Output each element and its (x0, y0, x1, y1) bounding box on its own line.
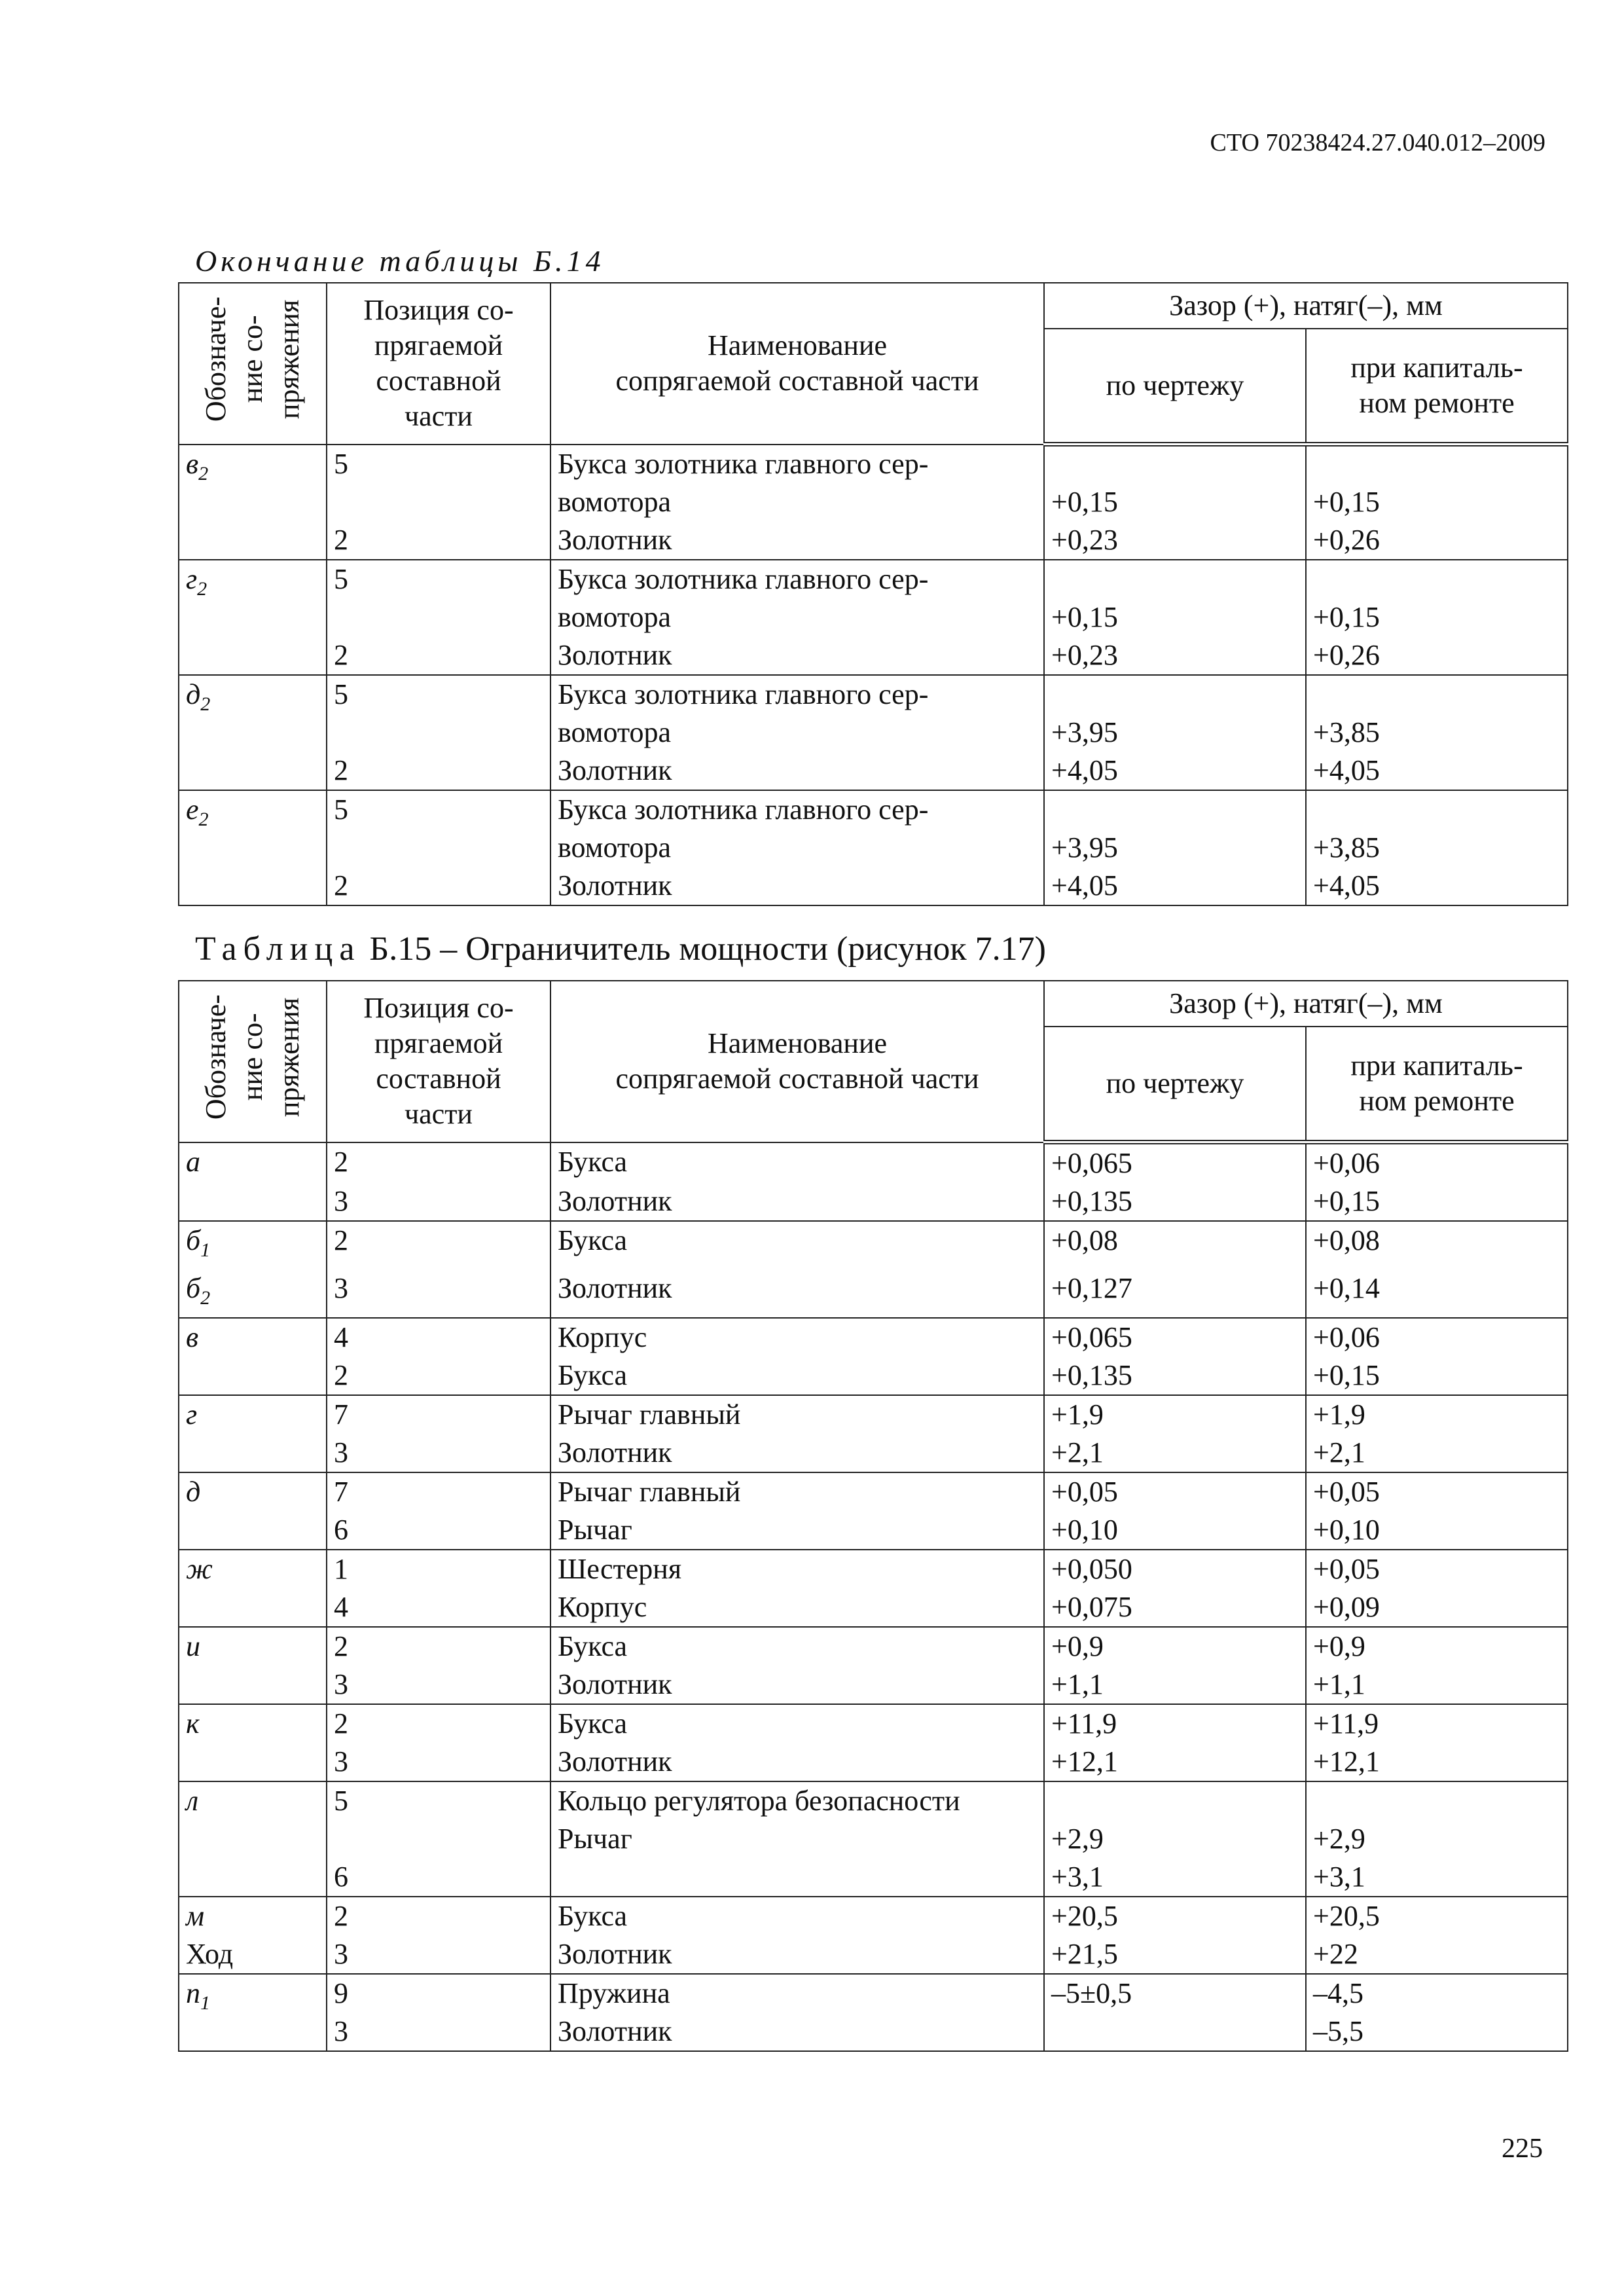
part-name-cell: Кольцо регулятора безопасности (550, 1781, 1044, 1820)
gap-overhaul-cell: +3,85 (1306, 714, 1568, 752)
designation-letter: ж (186, 1552, 213, 1585)
table-row (179, 1511, 1568, 1550)
part-name-cell: Золотник (550, 1743, 1044, 1781)
gap-overhaul-cell: +0,10 (1306, 1511, 1568, 1550)
designation-letter: и (186, 1630, 200, 1662)
part-name-cell: Букса (550, 1897, 1044, 1935)
gap-overhaul-cell: +0,05 (1306, 1550, 1568, 1588)
gap-by-drawing-cell: +0,05 (1044, 1472, 1306, 1511)
part-name-cell: Букса (550, 1142, 1044, 1183)
part-name-cell: вомотора (550, 714, 1044, 752)
position-cell: 3 (327, 1666, 550, 1704)
gap-by-drawing-cell: +2,9 (1044, 1820, 1306, 1858)
part-name-cell: Золотник (550, 2013, 1044, 2051)
position-cell: 5 (327, 560, 550, 598)
gap-by-drawing-cell: +0,075 (1044, 1588, 1306, 1627)
page-number: 225 (1502, 2134, 1543, 2164)
header-position: Позиция со- прягаемой составной части (327, 981, 550, 1142)
designation-cell (179, 1395, 327, 1472)
position-cell: 5 (327, 445, 550, 483)
part-name-cell: вомотора (550, 829, 1044, 867)
position-cell: 2 (327, 1704, 550, 1743)
designation-cell (179, 675, 327, 790)
gap-by-drawing-cell (1044, 445, 1306, 483)
designation-letter: к (186, 1707, 200, 1740)
table-row (179, 1472, 1568, 1511)
table-row (179, 1357, 1568, 1395)
table-row (179, 1269, 1568, 1318)
part-name-cell: Рычаг (550, 1820, 1044, 1858)
gap-overhaul-cell: +0,06 (1306, 1318, 1568, 1357)
gap-overhaul-cell: +0,05 (1306, 1472, 1568, 1511)
gap-by-drawing-cell: +3,1 (1044, 1858, 1306, 1897)
table-row (179, 675, 1568, 714)
table-row (179, 1221, 1568, 1269)
gap-by-drawing-cell: +0,9 (1044, 1627, 1306, 1666)
designation-cell (179, 1142, 327, 1222)
gap-overhaul-cell: +1,1 (1306, 1666, 1568, 1704)
position-cell: 2 (327, 1221, 550, 1269)
gap-by-drawing-cell: +0,065 (1044, 1142, 1306, 1183)
table-row (179, 636, 1568, 675)
part-name-cell: Корпус (550, 1318, 1044, 1357)
position-cell: 3 (327, 1269, 550, 1318)
designation-subscript: 1 (200, 1992, 210, 2014)
table-row (179, 1434, 1568, 1472)
part-name-cell: Букса (550, 1704, 1044, 1743)
table-row (179, 1858, 1568, 1897)
designation-subscript: 2 (198, 462, 209, 484)
header-overhaul: при капиталь- ном ремонте (1306, 1027, 1568, 1142)
designation-cell (179, 560, 327, 675)
table-row (179, 1627, 1568, 1666)
designation-letter: п (186, 1977, 200, 2009)
header-by-drawing: по чертежу (1044, 329, 1306, 445)
position-cell: 3 (327, 1743, 550, 1781)
part-name-cell: Букса золотника главного сер- (550, 445, 1044, 483)
part-name-cell: Рычаг главный (550, 1395, 1044, 1434)
position-cell: 5 (327, 675, 550, 714)
table-row (179, 867, 1568, 905)
header-by-drawing: по чертежу (1044, 1027, 1306, 1142)
designation-letter: г (186, 1398, 198, 1430)
document-code: СТО 70238424.27.040.012–2009 (1210, 129, 1545, 156)
designation-cell (179, 1550, 327, 1627)
gap-by-drawing-cell: +0,127 (1044, 1269, 1306, 1318)
part-name-cell: вомотора (550, 598, 1044, 636)
header-gap: Зазор (+), натяг(–), мм (1044, 981, 1568, 1027)
gap-overhaul-cell: –4,5 (1306, 1974, 1568, 2013)
position-cell: 2 (327, 1897, 550, 1935)
designation-letter: е (186, 793, 199, 826)
table-row (179, 1395, 1568, 1434)
gap-overhaul-cell: +0,15 (1306, 1357, 1568, 1395)
designation-letter: л (186, 1784, 199, 1817)
gap-by-drawing-cell (1044, 1781, 1306, 1820)
part-name-cell: Золотник (550, 867, 1044, 905)
gap-by-drawing-cell: +3,95 (1044, 829, 1306, 867)
table-row (179, 714, 1568, 752)
header-designation-text: Обозначе- ние со- пряжения (200, 297, 305, 422)
gap-overhaul-cell: +2,1 (1306, 1434, 1568, 1472)
part-name-cell: Пружина (550, 1974, 1044, 2013)
gap-by-drawing-cell: +4,05 (1044, 752, 1306, 790)
position-cell (327, 483, 550, 521)
designation-letter: в (186, 447, 199, 480)
position-cell: 7 (327, 1472, 550, 1511)
gap-overhaul-cell: +0,06 (1306, 1142, 1568, 1183)
header-designation-text: Обозначе- ние со- пряжения (200, 994, 305, 1120)
position-cell: 2 (327, 1142, 550, 1183)
designation-letter: г (186, 562, 198, 595)
part-name-cell: Золотник (550, 636, 1044, 675)
designation-letter: б (186, 1224, 201, 1256)
gap-by-drawing-cell: +21,5 (1044, 1935, 1306, 1973)
part-name-cell: Букса золотника главного сер- (550, 560, 1044, 598)
position-cell: 2 (327, 636, 550, 675)
position-cell: 3 (327, 1434, 550, 1472)
part-name-cell: вомотора (550, 483, 1044, 521)
gap-by-drawing-cell: +0,065 (1044, 1318, 1306, 1357)
position-cell: 4 (327, 1318, 550, 1357)
part-name-cell: Букса (550, 1627, 1044, 1666)
gap-overhaul-cell: +0,26 (1306, 636, 1568, 675)
table-row (179, 790, 1568, 829)
gap-overhaul-cell: +3,1 (1306, 1858, 1568, 1897)
position-cell (327, 714, 550, 752)
part-name-cell: Шестерня (550, 1550, 1044, 1588)
gap-by-drawing-cell: +2,1 (1044, 1434, 1306, 1472)
designation-subscript: 1 (200, 1239, 211, 1261)
table-row (179, 445, 1568, 483)
gap-overhaul-cell: +11,9 (1306, 1704, 1568, 1743)
table-row (179, 1182, 1568, 1221)
gap-overhaul-cell: +1,9 (1306, 1395, 1568, 1434)
table-row (179, 1974, 1568, 2013)
position-cell: 3 (327, 2013, 550, 2051)
table-row (179, 1935, 1568, 1973)
table-row (179, 1142, 1568, 1183)
part-name-cell: Букса (550, 1221, 1044, 1269)
gap-overhaul-cell (1306, 560, 1568, 598)
gap-by-drawing-cell (1044, 560, 1306, 598)
gap-overhaul-cell (1306, 1781, 1568, 1820)
designation-cell (179, 1781, 327, 1897)
table-row (179, 1550, 1568, 1588)
designation-cell (179, 1221, 327, 1318)
gap-overhaul-cell: +12,1 (1306, 1743, 1568, 1781)
position-cell: 7 (327, 1395, 550, 1434)
gap-by-drawing-cell: +20,5 (1044, 1897, 1306, 1935)
gap-by-drawing-cell: +0,15 (1044, 483, 1306, 521)
designation-subscript: 2 (198, 808, 209, 830)
table-row (179, 1820, 1568, 1858)
gap-overhaul-cell (1306, 445, 1568, 483)
gap-overhaul-cell (1306, 790, 1568, 829)
part-name-cell: Букса золотника главного сер- (550, 790, 1044, 829)
part-name-cell: Золотник (550, 1434, 1044, 1472)
position-cell: 2 (327, 521, 550, 560)
table-row (179, 1743, 1568, 1781)
designation-letter: д (186, 678, 201, 710)
table-row (179, 483, 1568, 521)
table-b15 (178, 980, 1568, 2052)
table-row (179, 1318, 1568, 1357)
header-designation (179, 981, 327, 1142)
gap-by-drawing-cell (1044, 790, 1306, 829)
table-row (179, 752, 1568, 790)
position-cell: 2 (327, 1627, 550, 1666)
designation-cell (179, 1472, 327, 1550)
gap-by-drawing-cell: +1,1 (1044, 1666, 1306, 1704)
gap-overhaul-cell (1306, 675, 1568, 714)
gap-overhaul-cell: +0,9 (1306, 1627, 1568, 1666)
gap-overhaul-cell: +3,85 (1306, 829, 1568, 867)
gap-overhaul-cell: +4,05 (1306, 867, 1568, 905)
gap-by-drawing-cell: +4,05 (1044, 867, 1306, 905)
position-cell: 9 (327, 1974, 550, 2013)
position-cell: 6 (327, 1858, 550, 1897)
part-name-cell: Корпус (550, 1588, 1044, 1627)
header-overhaul: при капиталь- ном ремонте (1306, 329, 1568, 445)
position-cell: 5 (327, 1781, 550, 1820)
position-cell: 2 (327, 752, 550, 790)
part-name-cell: Рычаг главный (550, 1472, 1044, 1511)
position-cell: 6 (327, 1511, 550, 1550)
position-cell: 5 (327, 790, 550, 829)
gap-overhaul-cell: +0,15 (1306, 483, 1568, 521)
gap-by-drawing-cell: +0,135 (1044, 1182, 1306, 1221)
gap-by-drawing-cell: +3,95 (1044, 714, 1306, 752)
position-cell: 3 (327, 1935, 550, 1973)
gap-overhaul-cell: +0,08 (1306, 1221, 1568, 1269)
designation-subscript: 2 (200, 1286, 211, 1309)
gap-by-drawing-cell: +0,23 (1044, 636, 1306, 675)
part-name-cell (550, 1858, 1044, 1897)
gap-by-drawing-cell: +0,050 (1044, 1550, 1306, 1588)
designation-cell (179, 1974, 327, 2051)
designation-letter: д (186, 1475, 201, 1508)
designation-cell (179, 445, 327, 560)
table-b14-end (178, 282, 1568, 906)
header-gap: Зазор (+), натяг(–), мм (1044, 283, 1568, 329)
designation-extra: Ход (186, 1937, 234, 1970)
table-row (179, 1666, 1568, 1704)
gap-overhaul-cell: +0,09 (1306, 1588, 1568, 1627)
table-caption-continuation: Окончание таблицы Б.14 (195, 244, 605, 278)
part-name-cell: Букса золотника главного сер- (550, 675, 1044, 714)
gap-by-drawing-cell: +0,15 (1044, 598, 1306, 636)
header-part-name: Наименование сопрягаемой составной части (550, 981, 1044, 1142)
position-cell: 2 (327, 867, 550, 905)
designation-letter: м (186, 1899, 205, 1932)
gap-by-drawing-cell: +0,08 (1044, 1221, 1306, 1269)
position-cell (327, 598, 550, 636)
designation-letter: а (186, 1145, 200, 1178)
part-name-cell: Золотник (550, 1666, 1044, 1704)
gap-by-drawing-cell (1044, 675, 1306, 714)
table-caption-b15: Таблица Б.15 – Ограничитель мощности (рисунок 7.17) (195, 930, 1046, 968)
gap-overhaul-cell: +22 (1306, 1935, 1568, 1973)
table-row (179, 2013, 1568, 2051)
part-name-cell: Золотник (550, 1269, 1044, 1318)
designation-cell (179, 1897, 327, 1974)
gap-overhaul-cell: +2,9 (1306, 1820, 1568, 1858)
part-name-cell: Золотник (550, 1182, 1044, 1221)
table-row (179, 1704, 1568, 1743)
designation-letter: б (186, 1271, 201, 1304)
gap-overhaul-cell: +0,15 (1306, 1182, 1568, 1221)
part-name-cell: Золотник (550, 752, 1044, 790)
gap-by-drawing-cell: +0,23 (1044, 521, 1306, 560)
position-cell: 2 (327, 1357, 550, 1395)
gap-by-drawing-cell: –5±0,5 (1044, 1974, 1306, 2013)
part-name-cell: Золотник (550, 1935, 1044, 1973)
table-row (179, 560, 1568, 598)
table-row (179, 1781, 1568, 1820)
gap-overhaul-cell: +0,14 (1306, 1269, 1568, 1318)
gap-by-drawing-cell (1044, 2013, 1306, 2051)
designation-cell (179, 1318, 327, 1395)
table-row (179, 1588, 1568, 1627)
gap-overhaul-cell: +4,05 (1306, 752, 1568, 790)
gap-overhaul-cell: +20,5 (1306, 1897, 1568, 1935)
designation-cell (179, 1627, 327, 1704)
designation-letter: в (186, 1321, 199, 1353)
position-cell: 3 (327, 1182, 550, 1221)
gap-overhaul-cell: +0,26 (1306, 521, 1568, 560)
gap-overhaul-cell: –5,5 (1306, 2013, 1568, 2051)
part-name-cell: Букса (550, 1357, 1044, 1395)
gap-by-drawing-cell: +11,9 (1044, 1704, 1306, 1743)
header-part-name: Наименование сопрягаемой составной части (550, 283, 1044, 445)
gap-by-drawing-cell: +12,1 (1044, 1743, 1306, 1781)
position-cell: 1 (327, 1550, 550, 1588)
table-row (179, 1897, 1568, 1935)
designation-subscript: 2 (200, 693, 211, 715)
gap-by-drawing-cell: +1,9 (1044, 1395, 1306, 1434)
designation-subscript: 2 (197, 577, 208, 600)
part-name-cell: Рычаг (550, 1511, 1044, 1550)
header-position: Позиция со- прягаемой составной части (327, 283, 550, 445)
position-cell: 4 (327, 1588, 550, 1627)
header-designation (179, 283, 327, 445)
designation-cell (179, 1704, 327, 1781)
table-row (179, 521, 1568, 560)
gap-by-drawing-cell: +0,10 (1044, 1511, 1306, 1550)
part-name-cell: Золотник (550, 521, 1044, 560)
gap-by-drawing-cell: +0,135 (1044, 1357, 1306, 1395)
table-row (179, 598, 1568, 636)
position-cell (327, 1820, 550, 1858)
gap-overhaul-cell: +0,15 (1306, 598, 1568, 636)
position-cell (327, 829, 550, 867)
table-row (179, 829, 1568, 867)
designation-cell (179, 790, 327, 905)
